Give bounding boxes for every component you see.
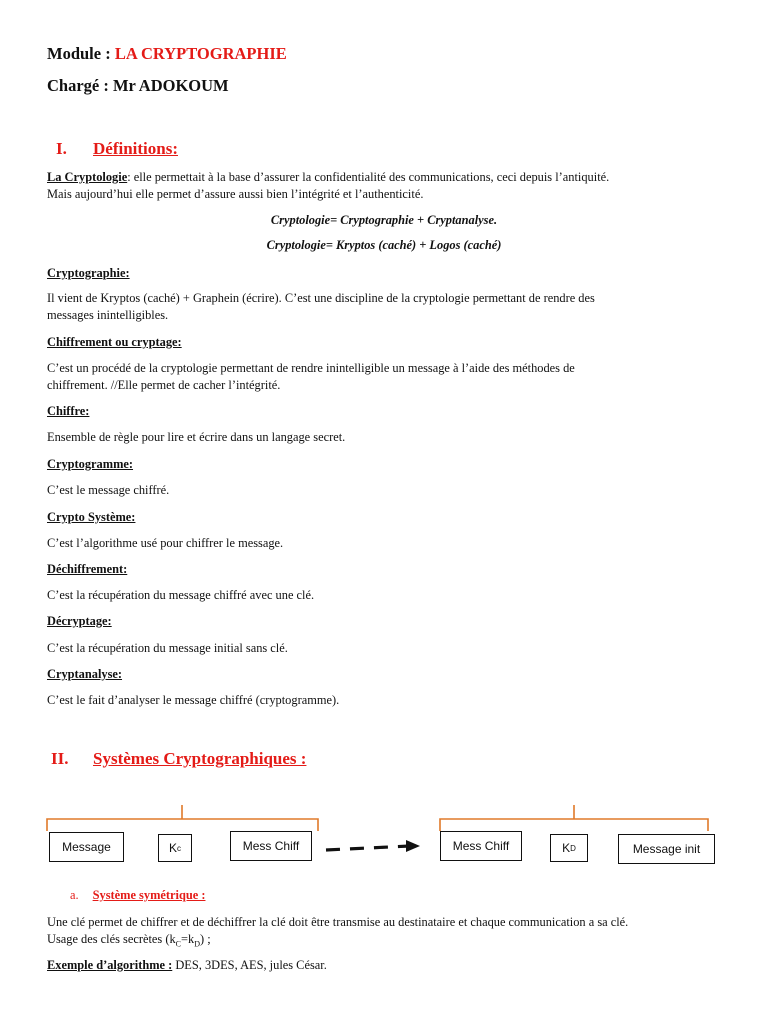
section1-title: Définitions: bbox=[93, 139, 178, 158]
example-line bbox=[47, 957, 327, 974]
symmetric-line-1: Une clé permet de chiffrer et de déchiffrer la clé doit être transmise au destinataire et chaque communication a sa clé. bbox=[47, 915, 629, 929]
sym-sub-d: D bbox=[194, 939, 200, 949]
section2-title: Systèmes Cryptographiques : bbox=[93, 749, 307, 768]
def-line: Il vient de Kryptos (caché) + Graphein (écrire). C’est une discipline de la cryptologie permettant de rendre des bbox=[47, 291, 595, 305]
def-term-crypto-systeme: Crypto Système: bbox=[47, 510, 136, 524]
def-term-cryptogramme: Cryptogramme: bbox=[47, 457, 134, 471]
key-d-letter: K bbox=[562, 841, 571, 855]
key-c-sub: c bbox=[177, 843, 181, 853]
module-label: Module : bbox=[47, 44, 115, 63]
def-term-cryptanalyse: Cryptanalyse: bbox=[47, 667, 123, 681]
sym-pre: Usage des clés secrètes (k bbox=[47, 932, 176, 946]
module-value: LA CRYPTOGRAPHIE bbox=[114, 44, 287, 63]
subsection-a-title: Système symétrique : bbox=[92, 888, 206, 902]
def-text-dechiffrement: C’est la récupération du message chiffré avec une clé. bbox=[47, 588, 315, 602]
def-term-dechiffrement: Déchiffrement: bbox=[47, 562, 128, 576]
box-message: Message bbox=[49, 832, 124, 862]
symmetric-line-2 bbox=[47, 931, 628, 952]
symmetric-paragraph bbox=[47, 914, 628, 952]
def-text-chiffre: Ensemble de règle pour lire et écrire dans un langage secret. bbox=[47, 430, 346, 444]
box-mess-chiff-left: Mess Chiff bbox=[230, 831, 312, 861]
sym-mid: =k bbox=[181, 932, 195, 946]
key-c-letter: K bbox=[168, 841, 177, 855]
dashed-arrow-line bbox=[326, 846, 410, 850]
example-value: DES, 3DES, AES, jules César. bbox=[172, 958, 327, 972]
right-brace bbox=[440, 805, 708, 831]
left-brace bbox=[47, 805, 318, 831]
def-text-chiffrement bbox=[47, 360, 575, 394]
subsection-a-letter: a. bbox=[70, 888, 79, 902]
box-key-d bbox=[550, 834, 588, 862]
def-text-cryptogramme: C’est le message chiffré. bbox=[47, 483, 170, 497]
key-d-sub: D bbox=[570, 843, 576, 853]
subsection-a bbox=[70, 886, 205, 904]
formula-2: Cryptologie= Kryptos (caché) + Logos (caché) bbox=[266, 238, 502, 252]
def-line: messages inintelligibles. bbox=[47, 308, 169, 322]
def-line: chiffrement. //Elle permet de cacher l’intégrité. bbox=[47, 378, 281, 392]
def-term-decryptage: Décryptage: bbox=[47, 614, 112, 628]
def-text-cryptanalyse: C’est le fait d’analyser le message chiffré (cryptogramme). bbox=[47, 693, 340, 707]
sym-post: ) ; bbox=[199, 932, 211, 946]
arrow-head-icon bbox=[406, 840, 420, 852]
cryptologie-paragraph bbox=[47, 169, 609, 203]
instructor-line: Chargé : Mr ADOKOUM bbox=[47, 76, 229, 95]
formula-1: Cryptologie= Cryptographie + Cryptanalyse. bbox=[270, 213, 498, 227]
def-term-chiffrement: Chiffrement ou cryptage: bbox=[47, 335, 182, 349]
def-text-cryptographie bbox=[47, 290, 595, 324]
cryptologie-term: La Cryptologie bbox=[47, 170, 128, 184]
def-text-crypto-systeme: C’est l’algorithme usé pour chiffrer le message. bbox=[47, 536, 284, 550]
section2-number: II. bbox=[51, 749, 69, 768]
def-term-cryptographie: Cryptographie: bbox=[47, 266, 130, 280]
example-label: Exemple d’algorithme : bbox=[47, 958, 173, 972]
box-message-init: Message init bbox=[618, 834, 715, 864]
def-term-chiffre: Chiffre: bbox=[47, 404, 90, 418]
box-mess-chiff-right: Mess Chiff bbox=[440, 831, 522, 861]
section1-number: I. bbox=[56, 139, 67, 158]
module-line bbox=[47, 44, 287, 64]
def-text-decryptage: C’est la récupération du message initial sans clé. bbox=[47, 641, 288, 655]
box-key-c bbox=[158, 834, 192, 862]
cryptologie-text-1: : elle permettait à la base d’assurer la confidentialité des communications, ceci depuis l’antiquité. bbox=[127, 170, 610, 184]
sym-sub-c: C bbox=[175, 939, 182, 949]
def-line: C’est un procédé de la cryptologie permettant de rendre inintelligible un message à l’aide des méthodes de bbox=[47, 361, 575, 375]
cryptologie-text-2: Mais aujourd’hui elle permet d’assure aussi bien l’intégrité et l’authenticité. bbox=[47, 187, 424, 201]
